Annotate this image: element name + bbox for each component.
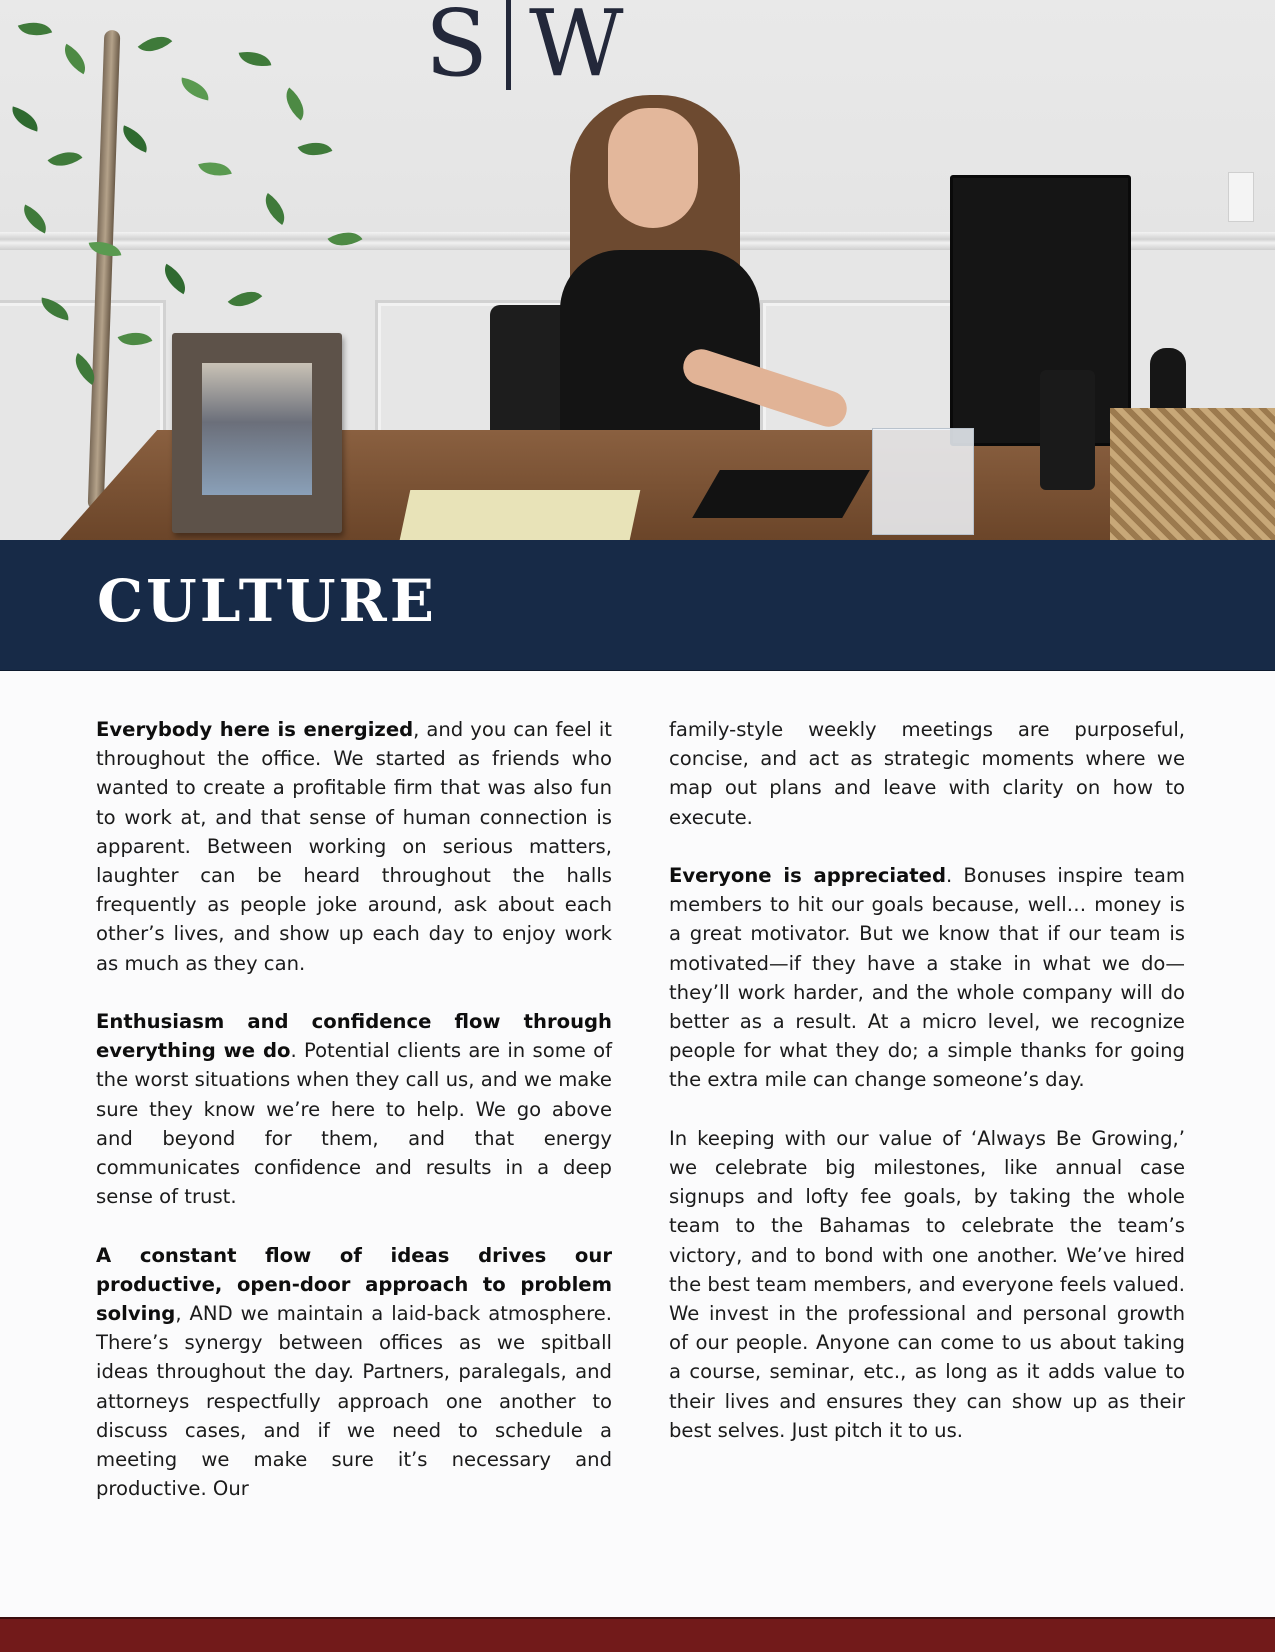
footer-bar: [0, 1617, 1275, 1652]
paragraph-lead: Everybody here is energized: [96, 718, 414, 741]
section-title: CULTURE: [97, 567, 437, 635]
paragraph-text: , AND we maintain a laid-back atmosphere. There’s synergy between offices as we spitball ideas throughout the day. Partners, paralegals, and attorneys respectfully approach one another to discuss cases, and if we need to schedule a meeting we make sure it’s necessary and productive. Our: [96, 1302, 612, 1501]
paragraph-growing: [669, 1124, 1185, 1445]
picture-frame: [172, 333, 342, 533]
desk-tray: [400, 490, 641, 540]
logo-divider: [506, 0, 511, 90]
paragraph-lead: Enthusiasm and confidence flow through everything we do: [96, 1010, 612, 1063]
paragraph-text: family-style weekly meetings are purposeful, concise, and act as strategic moments where we map out plans and leave with clarity on how to execute.: [669, 718, 1185, 829]
paragraph-text: In keeping with our value of ‘Always Be Growing,’ we celebrate big milestones, like annual case signups and lofty fee goals, by taking the whole team to the Bahamas to celebrate the team’s victory, and to bond with one another. We’ve hired the best team members, and everyone feels valued. We invest in the professional and personal growth of our people. Anyone can come to us about taking a course, seminar, etc., as long as it adds value to their lives and ensures they can show up as their best selves. Just pitch it to us.: [669, 1126, 1185, 1442]
firm-logo: [425, 0, 624, 97]
body-column-right: [669, 715, 1185, 1474]
hero-photo: [0, 0, 1275, 540]
paragraph-text: , and you can feel it throughout the office. We started as friends who wanted to create a profitable firm that was also fun to work at, and that sense of human connection is apparent. Between working on serious matters, laughter can be heard throughout the halls frequently as people joke around, ask about each other’s lives, and show up each day to enjoy work as much as they can.: [96, 718, 612, 975]
monitor-stand: [1040, 370, 1095, 490]
paragraph-meetings: [669, 715, 1185, 832]
paragraph-appreciated: [669, 861, 1185, 1095]
logo-letter-w: W: [529, 0, 624, 97]
paragraph-ideas: [96, 1241, 612, 1504]
body-column-left: [96, 715, 612, 1533]
paragraph-energized: [96, 715, 612, 978]
woven-basket: [1110, 408, 1275, 540]
paragraph-text: . Bonuses inspire team members to hit our goals because, well… money is a great motivator. But we know that if our team is motivated—if they have a stake in what we do—they’ll work harder, and the whole company will do better as a result. At a micro level, we recognize people for what they do; a simple thanks for going the extra mile can change someone’s day.: [669, 864, 1186, 1092]
light-switch: [1228, 172, 1254, 222]
business-card-holder: [872, 428, 974, 535]
mousepad: [692, 470, 870, 518]
paragraph-lead: A constant flow of ideas drives our productive, open-door approach to problem solving: [96, 1243, 612, 1326]
office-chair: [490, 305, 570, 445]
paragraph-enthusiasm: [96, 1007, 612, 1211]
paragraph-text: . Potential clients are in some of the worst situations when they call us, and we make sure they know we’re here to help. We go above and beyond for them, and that energy communicates confidence and results in a deep sense of trust.: [96, 1039, 613, 1209]
paragraph-lead: Everyone is appreciated: [669, 864, 946, 887]
framed-photo: [202, 363, 312, 495]
person-face: [608, 108, 698, 228]
logo-letter-s: S: [425, 0, 489, 97]
